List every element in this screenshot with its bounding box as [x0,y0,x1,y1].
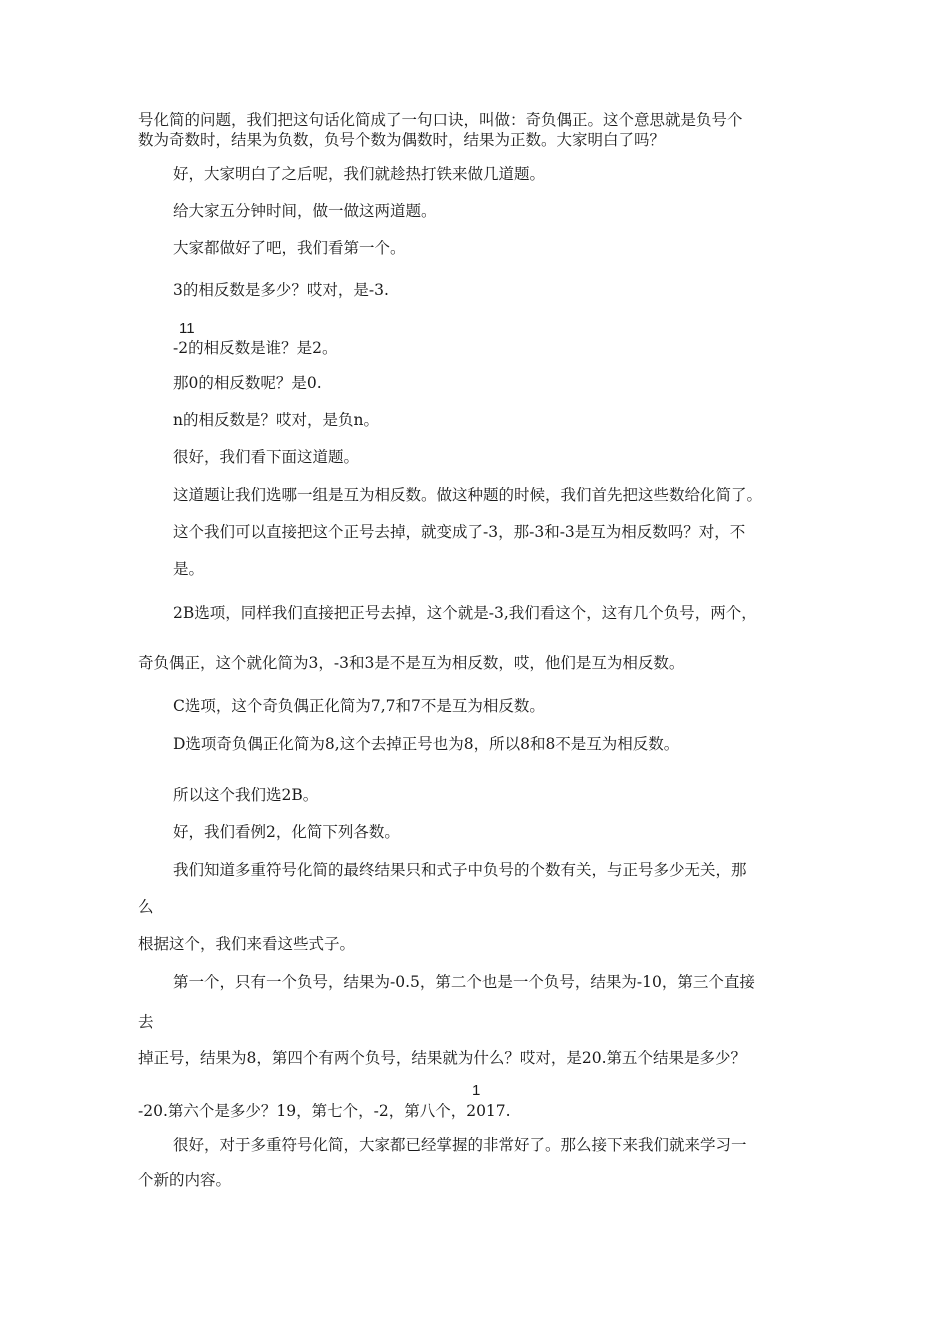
paragraph-line: 那0的相反数呢？是0. [173,374,322,392]
paragraph-line: 大家都做好了吧，我们看第一个。 [173,239,406,257]
fraction-numerator: 1 [472,1082,481,1099]
paragraph-line: 所以这个我们选2B。 [173,786,319,804]
paragraph-line: 号化简的问题，我们把这句话化简成了一句口诀，叫做：奇负偶正。这个意思就是负号个 [138,111,743,129]
paragraph-line: 掉正号，结果为8，第四个有两个负号，结果就为什么？哎对，是20.第五个结果是多少？ [138,1049,747,1067]
paragraph-line: 第一个，只有一个负号，结果为-0.5，第二个也是一个负号，结果为-10，第三个直接 [173,973,755,991]
paragraph-line: 数为奇数时，结果为负数，负号个数为偶数时，结果为正数。大家明白了吗？ [138,131,666,149]
fraction-numerator: 11 [179,320,195,337]
paragraph-line: D选项奇负偶正化简为8,这个去掉正号也为8，所以8和8不是互为相反数。 [173,735,680,753]
paragraph-line: 这个我们可以直接把这个正号去掉，就变成了-3，那-3和-3是互为相反数吗？对，不 [173,523,746,541]
paragraph-line: 这道题让我们选哪一组是互为相反数。做这种题的时候，我们首先把这些数给化简了。 [173,486,763,504]
paragraph-line: 2B选项，同样我们直接把正号去掉，这个就是-3,我们看这个，这有几个负号，两个， [173,604,757,622]
paragraph-line: -20.第六个是多少？19，第七个，-2，第八个，2017. [138,1102,511,1120]
paragraph-line: n的相反数是？哎对，是负n。 [173,411,379,429]
paragraph-line: 好，大家明白了之后呢，我们就趁热打铁来做几道题。 [173,165,546,183]
paragraph-line: -2的相反数是谁？是2。 [173,339,338,357]
paragraph-line: 根据这个，我们来看这些式子。 [138,935,356,953]
paragraph-line: 个新的内容。 [138,1171,232,1189]
paragraph-line: 好，我们看例2，化简下列各数。 [173,823,400,841]
paragraph-line: 么 [138,898,154,916]
paragraph-line: C选项，这个奇负偶正化简为7,7和7不是互为相反数。 [173,697,545,715]
paragraph-line: 很好，我们看下面这道题。 [173,448,360,466]
paragraph-line: 我们知道多重符号化简的最终结果只和式子中负号的个数有关，与正号多少无关，那 [173,861,747,879]
paragraph-line: 给大家五分钟时间，做一做这两道题。 [173,202,437,220]
paragraph-line: 奇负偶正，这个就化简为3，-3和3是不是互为相反数，哎，他们是互为相反数。 [138,654,685,672]
paragraph-line: 是。 [173,560,205,578]
paragraph-line: 很好，对于多重符号化简，大家都已经掌握的非常好了。那么接下来我们就来学习一 [173,1136,747,1154]
paragraph-line: 3的相反数是多少？哎对，是-3. [173,281,389,299]
paragraph-line: 去 [138,1013,154,1031]
